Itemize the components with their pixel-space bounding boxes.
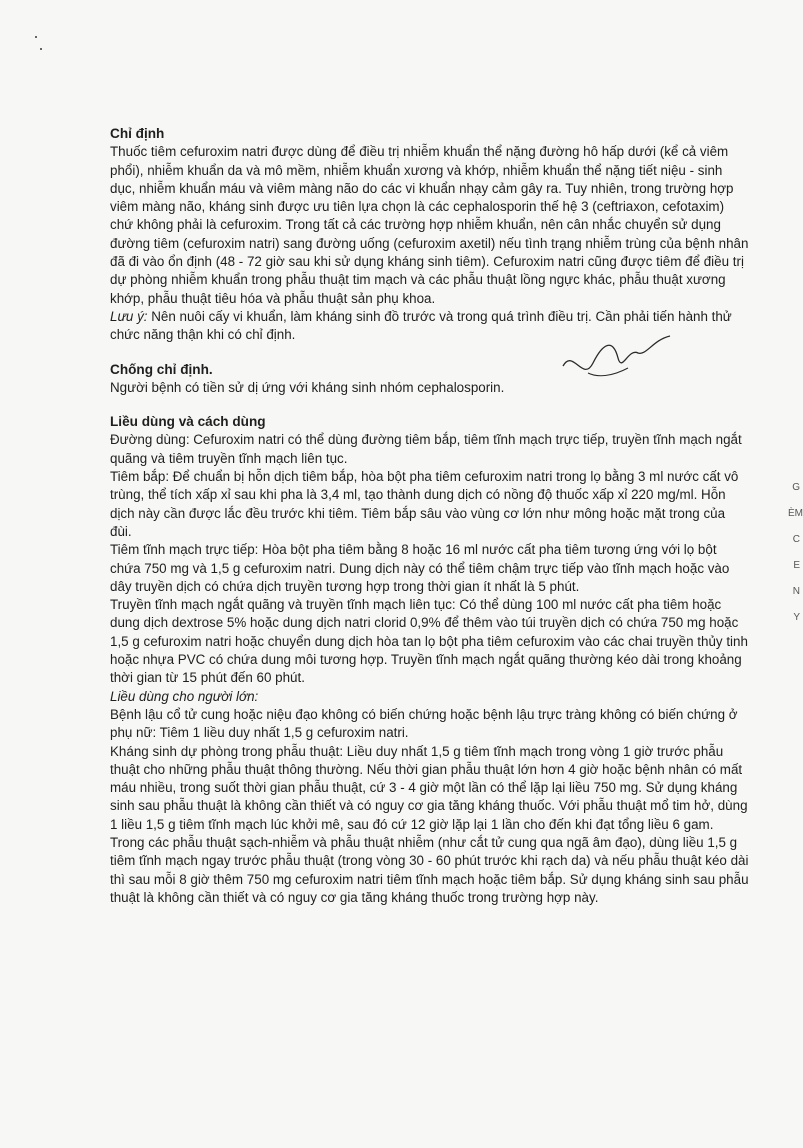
document-body <box>110 125 750 907</box>
indications-heading: Chỉ định <box>110 126 165 141</box>
edge-char: G <box>792 482 800 493</box>
dosage-gonorrhea: Bệnh lậu cổ tử cung hoặc niệu đạo không có biến chứng hoặc bệnh lậu trực tràng không có biến chứng ở phụ nữ: Tiêm 1 liều duy nhất 1,5 g cefuroxim natri. <box>110 706 738 741</box>
dosage-iv-infusion: Truyền tĩnh mạch ngắt quãng và truyền tĩnh mạch liên tục: Có thể dùng 100 ml nước cất pha tiêm hoặc dung dịch dextrose 5% hoặc dung dịch natri clorid 0,9% để thêm vào túi truyền dịch có chứa 750 mg hoặc 1,5 g cefuroxim natri hoặc chuyển dung dịch hòa tan lọ bột pha tiêm cefuroxim vào các chai truyền thủy tinh hoặc nhựa PVC có chứa dung môi tương hợp. Truyền tĩnh mạch ngắt quãng thường kéo dài trong khoảng thời gian từ 15 phút đến 60 phút. <box>110 597 748 686</box>
scan-mark <box>35 36 37 38</box>
contraindications-heading: Chống chỉ định. <box>110 361 213 377</box>
page-edge-strip <box>788 480 803 636</box>
dosage-heading: Liều dùng và cách dùng <box>110 414 266 430</box>
contraindications-text: Người bệnh có tiền sử dị ứng với kháng sinh nhóm cephalosporin. <box>110 379 505 395</box>
note-text: Nên nuôi cấy vi khuẩn, làm kháng sinh đồ trước và trong quá trình điều trị. Cần phải tiến hành thử chức năng thận khi có chỉ định. <box>110 308 732 343</box>
adult-label-text: Liều dùng cho người lớn: <box>110 688 259 704</box>
adult-dosage-label <box>110 688 750 706</box>
edge-char: C <box>792 534 800 545</box>
edge-char: N <box>792 586 800 597</box>
edge-char: E <box>793 560 800 571</box>
edge-char: ÈM <box>788 508 803 519</box>
scan-mark <box>40 48 42 50</box>
dosage-route: Đường dùng: Cefuroxim natri có thể dùng đường tiêm bắp, tiêm tĩnh mạch trực tiếp, truyền tĩnh mạch ngắt quãng và tiêm truyền tĩnh mạch liên tục. <box>110 432 742 466</box>
handwritten-signature <box>558 328 678 388</box>
edge-char: Y <box>793 612 800 623</box>
note-label: Lưu ý: <box>110 308 148 324</box>
indications-text: Thuốc tiêm cefuroxim natri được dùng để điều trị nhiễm khuẩn thể nặng đường hô hấp dưới (kể cả viêm phổi), nhiễm khuẩn da và mô mềm, nhiễm khuẩn xương và khớp, nhiễm khuẩn thể nặng tiết niệu - sinh dục, nhiễm khuẩn máu và viêm màng não do các vi khuẩn nhạy cảm gây ra. Tuy nhiên, trong trường hợp viêm màng não, kháng sinh được ưu tiên lựa chọn là các cephalosporin thế hệ 3 (ceftriaxon, cefotaxim) chứ không phải là cefuroxim. Trong tất cả các trường hợp nhiễm khuẩn, nên cân nhắc chuyển sử dụng đường tiêm (cefuroxim natri) sang đường uống (cefuroxim axetil) nếu tình trạng nhiễm trùng của bệnh nhân đã đi vào ổn định (48 - 72 giờ sau khi sử dụng kháng sinh tiêm). Cefuroxim natri cũng được tiêm để điều trị dự phòng nhiễm khuẩn trong phẫu thuật tim mạch và các phẫu thuật lồng ngực khác, phẫu thuật xương khớp, phẫu thuật tiêu hóa và phẫu thuật sản phụ khoa. <box>110 144 749 306</box>
dosage-im: Tiêm bắp: Để chuẩn bị hỗn dịch tiêm bắp, hòa bột pha tiêm cefuroxim natri trong lọ bằng 3 ml nước cất vô trùng, thể tích xấp xỉ sau khi pha là 3,4 ml, tạo thành dung dịch có nồng độ thuốc xấp xỉ 220 mg/ml. Hỗn dịch này cần được lắc đều trước khi tiêm. Tiêm bắp sâu vào vùng cơ lớn như mông hoặc mặt trong của đùi. <box>110 469 739 539</box>
dosage-iv-direct: Tiêm tĩnh mạch trực tiếp: Hòa bột pha tiêm bằng 8 hoặc 16 ml nước cất pha tiêm tương ứng với lọ bột chứa 750 mg và 1,5 g cefuroxim natri. Dung dịch này có thể tiêm chậm trực tiếp vào tĩnh mạch hoặc vào dây truyền dịch có chứa dịch truyền tương hợp trong thời gian ít nhất là 5 phút. <box>110 542 730 594</box>
dosage-prophylaxis: Kháng sinh dự phòng trong phẫu thuật: Liều duy nhất 1,5 g tiêm tĩnh mạch trong vòng 1 giờ trước phẫu thuật cho những phẫu thuật thông thường. Nếu thời gian phẫu thuật lớn hơn 4 giờ hoặc bệnh nhân có mất máu nhiều, trong suốt thời gian phẫu thuật, cứ 3 - 4 giờ một lần có thể lặp lại liều 750 mg. Sử dụng kháng sinh sau phẫu thuật là không cần thiết và có nguy cơ gia tăng kháng thuốc. Với phẫu thuật mổ tim hở, dùng 1 liều 1,5 g tiêm tĩnh mạch lúc khởi mê, sau đó cứ 12 giờ lặp lại 1 lần cho đến khi đạt tổng liều 6 gam. Trong các phẫu thuật sạch-nhiễm và phẫu thuật nhiễm (như cắt tử cung qua ngã âm đạo), dùng liều 1,5 g tiêm tĩnh mạch ngay trước phẫu thuật (trong vòng 30 - 60 phút trước khi rạch da) và nếu phẫu thuật kéo dài thì sau mỗi 8 giờ thêm 750 mg cefuroxim natri tiêm tĩnh mạch hoặc tiêm bắp. Sử dụng kháng sinh sau phẫu thuật là không cần thiết và có nguy cơ gia tăng kháng thuốc trong trường hợp này. <box>110 743 749 905</box>
